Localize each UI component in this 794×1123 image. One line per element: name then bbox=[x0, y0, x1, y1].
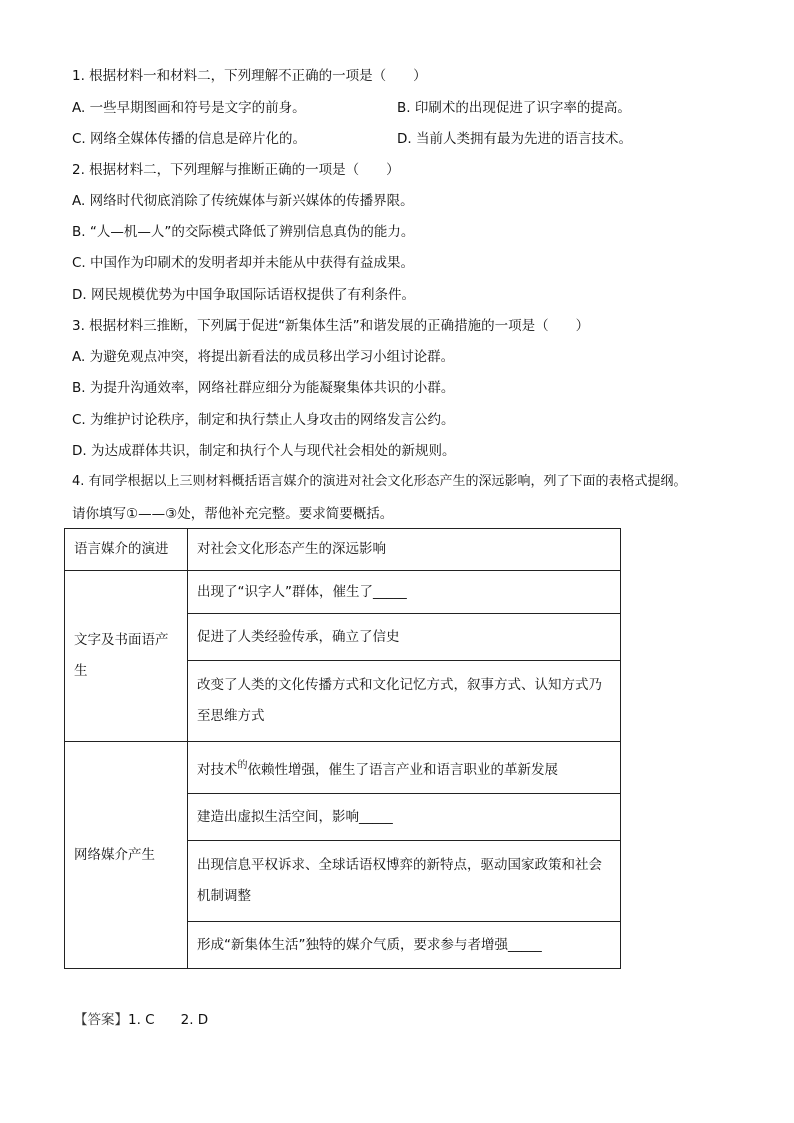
impact-network-2: 建造出虚拟生活空间，影响_____ bbox=[188, 794, 621, 841]
question-2-option-a: A. 网络时代彻底消除了传统媒体与新兴媒体的传播界限。 bbox=[72, 193, 414, 209]
question-3-stem: 3. 根据材料三推断，下列属于促进“新集体生活”和谐发展的正确措施的一项是（ ） bbox=[72, 318, 590, 334]
question-3-option-a: A. 为避免观点冲突，将提出新看法的成员移出学习小组讨论群。 bbox=[72, 349, 455, 365]
answer-2: 2. D bbox=[180, 1012, 209, 1028]
impact-network-1-before: 对技术 bbox=[197, 761, 238, 778]
question-1-option-a: A. 一些早期图画和符号是文字的前身。 bbox=[72, 100, 306, 116]
question-2-option-d: D. 网民规模优势为中国争取国际话语权提供了有利条件。 bbox=[72, 287, 415, 303]
question-2-option-c: C. 中国作为印刷术的发明者却并未能从中获得有益成果。 bbox=[72, 255, 415, 271]
question-1-stem: 1. 根据材料一和材料二，下列理解不正确的一项是（ ） bbox=[72, 68, 427, 84]
answer-line bbox=[74, 1010, 208, 1030]
table-row bbox=[65, 742, 621, 794]
question-2-option-b: B. “人—机—人”的交际模式降低了辨别信息真伪的能力。 bbox=[72, 224, 415, 240]
question-4-stem-line1: 4. 有同学根据以上三则材料概括语言媒介的演进对社会文化形态产生的深远影响，列了下面的表格式提纲。 bbox=[72, 474, 687, 489]
impact-network-1-sup: 的 bbox=[237, 759, 248, 771]
impact-network-4: 形成“新集体生活”独特的媒介气质，要求参与者增强_____ bbox=[188, 922, 621, 969]
impact-network-1-after: 依赖性增强，催生了语言产业和语言职业的革新发展 bbox=[247, 761, 558, 778]
question-2-stem: 2. 根据材料二，下列理解与推断正确的一项是（ ） bbox=[72, 162, 400, 178]
group-label-network: 网络媒介产生 bbox=[65, 742, 188, 969]
answer-tag: 【答案】 bbox=[74, 1012, 128, 1028]
header-media-evolution: 语言媒介的演进 bbox=[65, 529, 188, 571]
group-label-writing: 文字及书面语产生 bbox=[65, 571, 188, 742]
question-4-stem-line2: 请你填写①——③处，帮他补充完整。要求简要概括。 bbox=[72, 506, 394, 522]
table-header-row bbox=[65, 529, 621, 571]
outline-table bbox=[64, 528, 621, 969]
impact-writing-1: 出现了“识字人”群体，催生了_____ bbox=[188, 571, 621, 614]
question-3-option-d: D. 为达成群体共识，制定和执行个人与现代社会相处的新规则。 bbox=[72, 443, 456, 459]
question-3-option-c: C. 为维护讨论秩序，制定和执行禁止人身攻击的网络发言公约。 bbox=[72, 412, 455, 428]
question-1-option-c: C. 网络全媒体传播的信息是碎片化的。 bbox=[72, 131, 307, 147]
header-cultural-impact: 对社会文化形态产生的深远影响 bbox=[188, 529, 621, 571]
answer-1: 1. C bbox=[128, 1012, 155, 1028]
question-1-option-d: D. 当前人类拥有最为先进的语言技术。 bbox=[397, 131, 632, 147]
question-3-option-b: B. 为提升沟通效率，网络社群应细分为能凝聚集体共识的小群。 bbox=[72, 380, 455, 396]
table-row bbox=[65, 571, 621, 614]
impact-writing-2: 促进了人类经验传承，确立了信史 bbox=[188, 614, 621, 661]
impact-network-1 bbox=[188, 742, 621, 794]
impact-network-3: 出现信息平权诉求、全球话语权博弈的新特点，驱动国家政策和社会机制调整 bbox=[188, 841, 621, 922]
question-1-option-b: B. 印刷术的出现促进了识字率的提高。 bbox=[397, 100, 631, 116]
impact-writing-3: 改变了人类的文化传播方式和文化记忆方式，叙事方式、认知方式乃至思维方式 bbox=[188, 661, 621, 742]
